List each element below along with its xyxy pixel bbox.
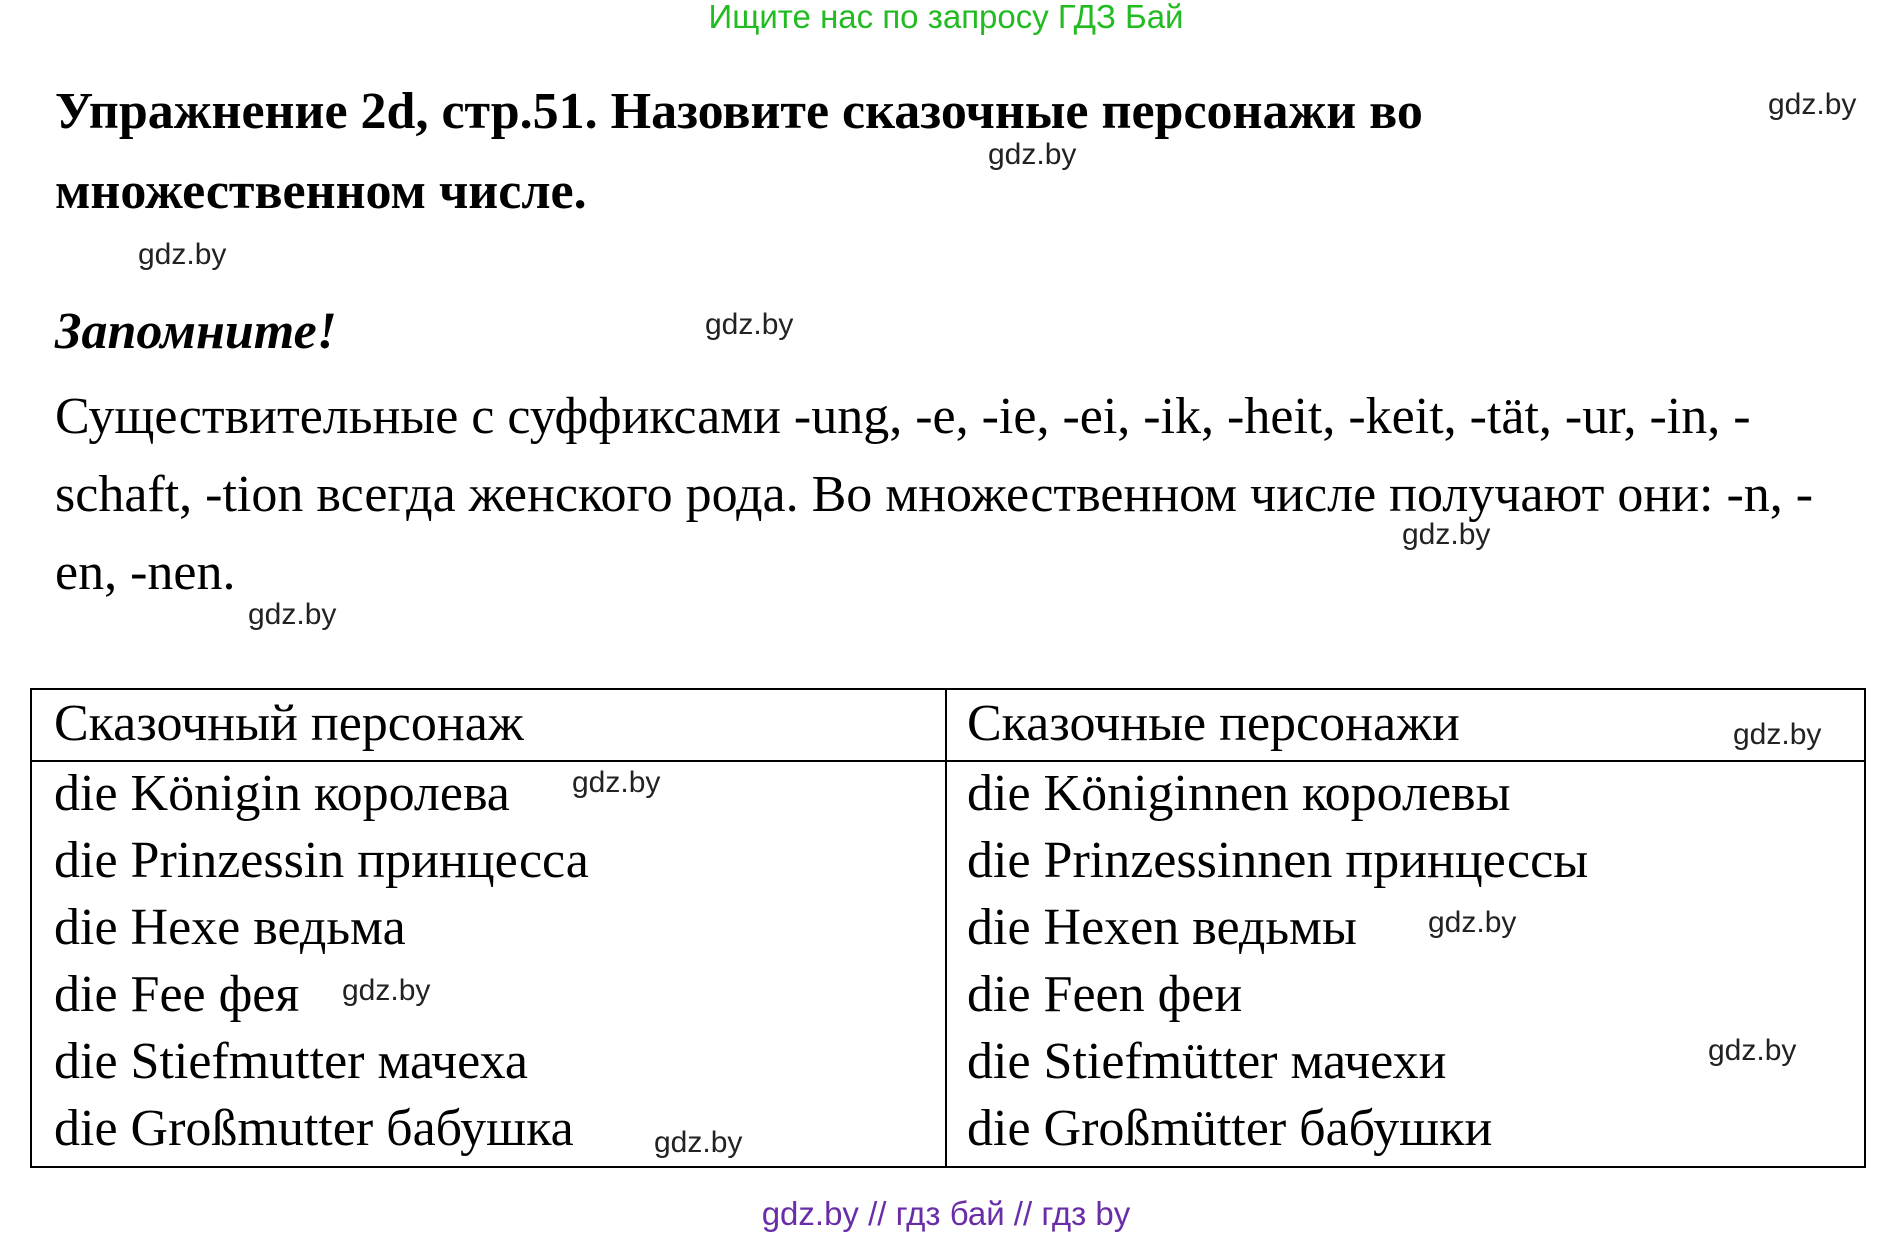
header-singular: Сказочный персонаж [54,695,524,752]
watermark: gdz.by [705,308,794,341]
remember-heading: Запомните! [55,303,337,360]
singular-cell: die Hexe ведьма [54,899,406,956]
watermark: gdz.by [1733,718,1822,751]
singular-cell: die Großmutter бабушка [54,1100,574,1157]
exercise-title: Упражнение 2d, стр.51. Назовите сказочные персонажи во множественном числе. [55,83,1423,220]
watermark: gdz.by [988,138,1077,171]
watermark: gdz.by [1708,1034,1797,1067]
watermark: gdz.by [248,598,337,631]
search-banner: Ищите нас по запросу ГДЗ Бай [708,0,1184,35]
nouns-table [30,688,1866,1168]
plural-cell: die Hexen ведьмы [967,899,1357,956]
watermark: gdz.by [342,974,431,1007]
plural-cell: die Königinnen королевы [967,765,1511,822]
plural-cell: die Prinzessinnen принцессы [967,832,1589,889]
footer-links: gdz.by // гдз бай // гдз by [761,1195,1131,1232]
watermark: gdz.by [1768,88,1857,121]
singular-cell: die Königin королева [54,765,510,822]
header-plural: Сказочные персонажи [967,695,1460,752]
grammar-rule: Существительные с суффиксами -ung, -e, -ie, -ei, -ik, -heit, -keit, -tät, -ur, -in, -schaft, -tion всегда женского рода. Во множественном числе получают они: -n, -en, -nen. [55,388,1814,601]
singular-cell: die Prinzessin принцесса [54,832,589,889]
plural-cell: die Stiefmütter мачехи [967,1033,1447,1090]
watermark: gdz.by [1428,906,1517,939]
watermark: gdz.by [1402,518,1491,551]
plural-cell: die Großmütter бабушки [967,1100,1493,1157]
watermark: gdz.by [572,766,661,799]
singular-cell: die Stiefmutter мачеха [54,1033,528,1090]
watermark: gdz.by [138,238,227,271]
singular-cell: die Fee фея [54,966,300,1023]
plural-cell: die Feen феи [967,966,1243,1023]
watermark: gdz.by [654,1126,743,1159]
